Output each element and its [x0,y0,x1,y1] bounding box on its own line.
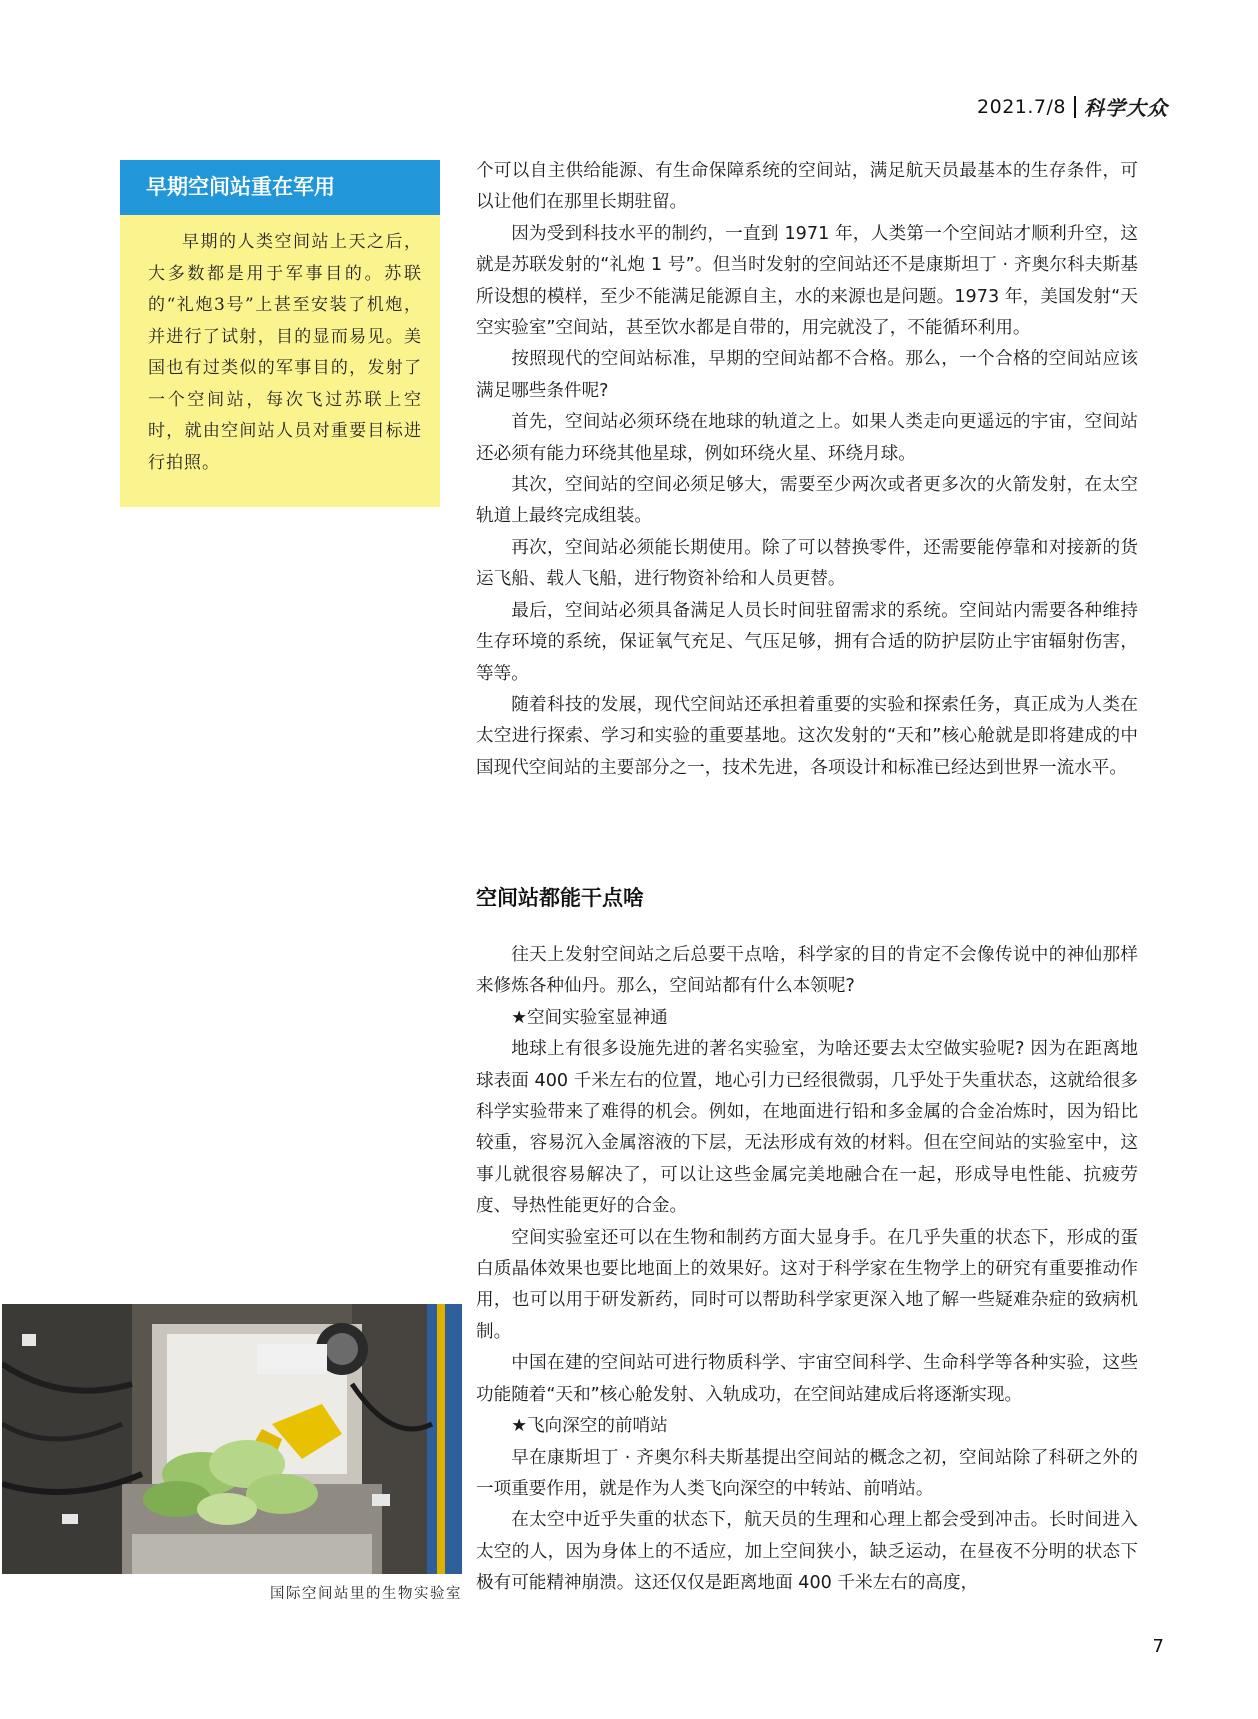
section-heading: 空间站都能干点啥 [476,886,644,910]
lab-photo-illustration [2,1304,462,1574]
lab-photo [2,1304,462,1574]
paragraph: 最后，空间站必须具备满足人员长时间驻留需求的系统。空间站内需要各种维持生存环境的系统，保证氧气充足、气压足够，拥有合适的防护层防止宇宙辐射伤害，等等。 [476,600,1138,684]
paragraph: 往天上发射空间站之后总要干点啥，科学家的目的肯定不会像传说中的神仙那样来修炼各种仙丹。那么，空间站都有什么本领呢? [476,945,1138,997]
sidebar-body: 早期的人类空间站上天之后，大多数都是用于军事目的。苏联的“礼炮3号”上甚至安装了机炮，并进行了试射，目的显而易见。美国也有过类似的军事目的，发射了一个空间站，每次飞过苏联上空时，就由空间站人员对重要目标进行拍照。 [148,232,422,473]
article-column-top [476,156,1138,784]
subheading: ★空间实验室显神通 [511,1007,668,1028]
paragraph: 在太空中近乎失重的状态下，航天员的生理和心理上都会受到冲击。长时间进入太空的人，因为身体上的不适应，加上空间狭小，缺乏运动，在昼夜不分明的状态下极有可能精神崩溃。这还仅仅是距离地面 400 千米左右的高度， [476,1510,1138,1594]
page-number: 7 [1152,1636,1164,1657]
paragraph: 因为受到科技水平的制约，一直到 1971 年，人类第一个空间站才顺利升空，这就是苏联发射的“礼炮 1 号”。但当时发射的空间站还不是康斯坦丁 · 齐奥尔科夫斯基所设想的模样，至少不能满足能源自主，水的来源也是问题。1973 年，美国发射“天空实验室”空间站，甚至饮水都是自带的，用完就没了，不能循环利用。 [476,223,1138,339]
article-column-bottom [476,940,1138,1600]
paragraph: 个可以自主供给能源、有生命保障系统的空间站，满足航天员最基本的生存条件，可以让他们在那里长期驻留。 [476,161,1138,213]
paragraph: 再次，空间站必须能长期使用。除了可以替换零件，还需要能停靠和对接新的货运飞船、载人飞船，进行物资补给和人员更替。 [476,537,1138,590]
page-header [977,92,1168,121]
sidebar-title: 早期空间站重在军用 [120,160,440,215]
paragraph: 空间实验室还可以在生物和制药方面大显身手。在几乎失重的状态下，形成的蛋白质晶体效果也要比地面上的效果好。这对于科学家在生物学上的研究有重要推动作用，也可以用于研发新药，同时可以帮助科学家更深入地了解一些疑难杂症的致病机制。 [476,1227,1138,1342]
photo-caption: 国际空间站里的生物实验室 [270,1586,462,1602]
subheading: ★飞向深空的前哨站 [511,1416,668,1437]
sidebar-box [120,160,440,507]
paragraph: 地球上有很多设施先进的著名实验室，为啥还要去太空做实验呢? 因为在距离地球表面 400 千米左右的位置，地心引力已经很微弱，几乎处于失重状态，这就给很多科学实验带来了难得的机会。例如，在地面进行铅和多金属的合金冶炼时，因为铅比较重，容易沉入金属溶液的下层，无法形成有效的材料。但在空间站的实验室中，这事儿就很容易解决了，可以让这些金属完美地融合在一起，形成导电性能、抗疲劳度、导热性能更好的合金。 [476,1039,1138,1217]
issue-date: 2021.7/8 [977,95,1066,118]
paragraph: 随着科技的发展，现代空间站还承担着重要的实验和探索任务，真正成为人类在太空进行探索、学习和实验的重要基地。这次发射的“天和”核心舱就是即将建成的中国现代空间站的主要部分之一，技术先进，各项设计和标准已经达到世界一流水平。 [476,694,1138,778]
paragraph: 按照现代的空间站标准，早期的空间站都不合格。那么，一个合格的空间站应该满足哪些条件呢? [476,349,1138,401]
paragraph: 中国在建的空间站可进行物质科学、宇宙空间科学、生命科学等各种实验，这些功能随着“天和”核心舱发射、入轨成功，在空间站建成后将逐渐实现。 [476,1353,1138,1405]
magazine-logo: 科学大众 [1084,96,1168,120]
header-divider [1074,96,1076,118]
paragraph: 早在康斯坦丁 · 齐奥尔科夫斯基提出空间站的概念之初，空间站除了科研之外的一项重要作用，就是作为人类飞向深空的中转站、前哨站。 [476,1447,1138,1499]
paragraph: 首先，空间站必须环绕在地球的轨道之上。如果人类走向更遥远的宇宙，空间站还必须有能力环绕其他星球，例如环绕火星、环绕月球。 [476,412,1138,464]
paragraph: 其次，空间站的空间必须足够大，需要至少两次或者更多次的火箭发射，在太空轨道上最终完成组装。 [476,475,1138,527]
